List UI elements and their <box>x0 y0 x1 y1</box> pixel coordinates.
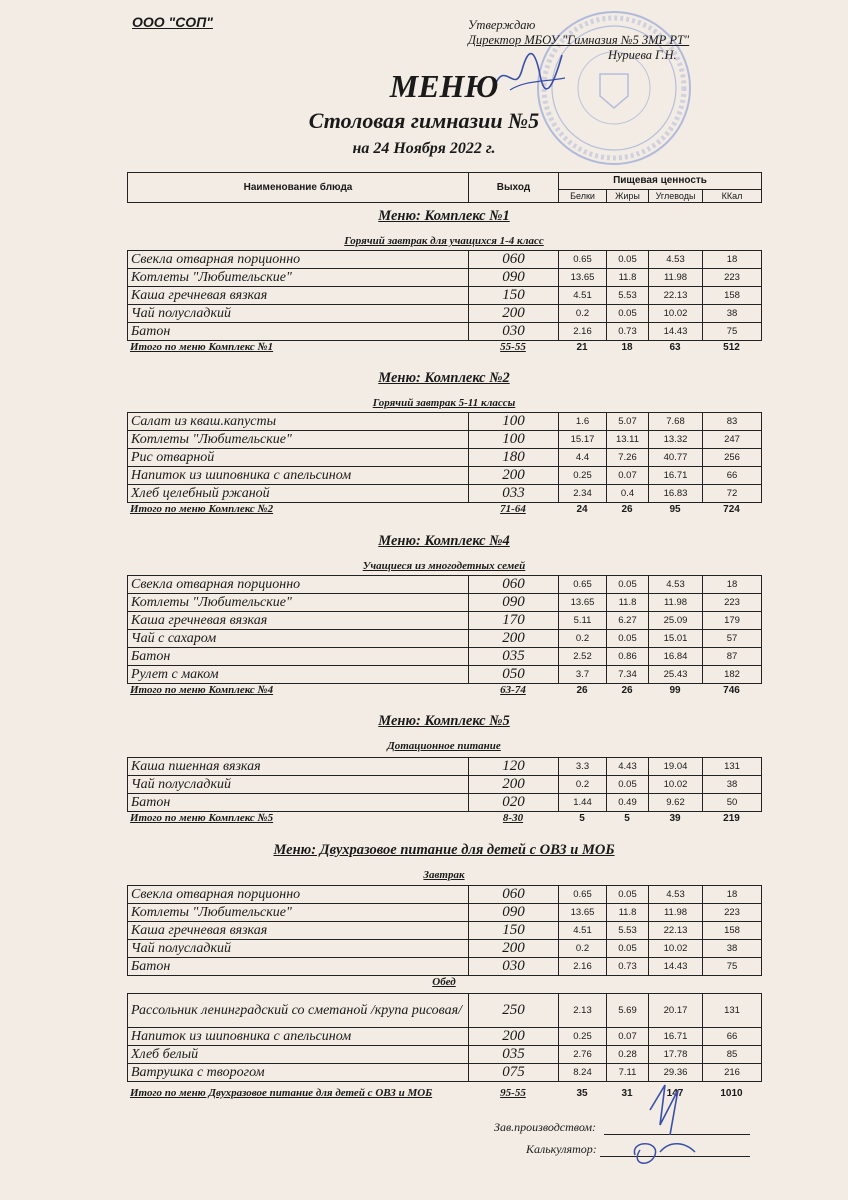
dish-proteins: 2.16 <box>559 323 607 341</box>
page-title: МЕНЮ <box>389 68 499 104</box>
dish-output: 060 <box>469 251 559 269</box>
dish-name: Чай с сахаром <box>128 630 469 648</box>
table-row <box>128 886 762 904</box>
dish-name: Каша гречневая вязкая <box>128 612 469 630</box>
dish-fats: 7.26 <box>607 449 649 467</box>
dish-fats: 5.53 <box>607 287 649 305</box>
dish-proteins: 0.25 <box>559 467 607 485</box>
dish-fats: 5.53 <box>607 922 649 940</box>
dish-kcal: 18 <box>703 251 762 269</box>
dish-carbs: 14.43 <box>649 323 703 341</box>
dish-output: 180 <box>469 449 559 467</box>
dish-name: Напиток из шиповника с апельсином <box>128 1028 469 1046</box>
dish-proteins: 0.65 <box>559 886 607 904</box>
dish-carbs: 13.32 <box>649 431 703 449</box>
total-kcal: 724 <box>723 503 740 515</box>
total-carbs: 95 <box>669 503 681 515</box>
dish-output: 150 <box>469 287 559 305</box>
dish-carbs: 4.53 <box>649 886 703 904</box>
dish-fats: 0.05 <box>607 630 649 648</box>
dish-kcal: 18 <box>703 576 762 594</box>
table-row <box>128 958 762 976</box>
group-subtitle: Завтрак <box>423 869 465 881</box>
dish-output: 050 <box>469 666 559 684</box>
table-row <box>128 612 762 630</box>
dish-kcal: 131 <box>703 758 762 776</box>
table-row <box>128 940 762 958</box>
dish-kcal: 38 <box>703 776 762 794</box>
dish-proteins: 4.51 <box>559 287 607 305</box>
table-row <box>128 994 762 1028</box>
dish-fats: 7.34 <box>607 666 649 684</box>
section-title: Меню: Комплекс №5 <box>378 713 510 729</box>
table-row <box>128 594 762 612</box>
total-carbs: 99 <box>669 684 681 696</box>
dish-carbs: 10.02 <box>649 776 703 794</box>
menu-table <box>127 885 762 976</box>
dish-name: Батон <box>128 794 469 812</box>
total-row-table <box>127 502 761 516</box>
table-row <box>128 431 762 449</box>
dish-name: Батон <box>128 648 469 666</box>
dish-name: Котлеты "Любительские" <box>128 269 469 287</box>
dish-fats: 0.05 <box>607 940 649 958</box>
dish-output: 090 <box>469 269 559 287</box>
dish-fats: 0.73 <box>607 958 649 976</box>
table-row <box>128 794 762 812</box>
total-kcal: 1010 <box>720 1087 743 1099</box>
total-output: 95-55 <box>500 1087 526 1099</box>
dish-output: 200 <box>469 940 559 958</box>
col-header-nutrition: Пищевая ценность <box>559 173 762 190</box>
dish-carbs: 20.17 <box>649 994 703 1028</box>
dish-output: 200 <box>469 467 559 485</box>
total-kcal: 512 <box>723 341 740 353</box>
table-row <box>128 269 762 287</box>
table-row <box>128 413 762 431</box>
dish-name: Свекла отварная порционно <box>128 251 469 269</box>
menu-table <box>127 757 762 812</box>
dish-carbs: 4.53 <box>649 576 703 594</box>
dish-kcal: 182 <box>703 666 762 684</box>
dish-kcal: 38 <box>703 940 762 958</box>
dish-proteins: 13.65 <box>559 904 607 922</box>
total-carbs: 39 <box>669 812 681 824</box>
approval-line-1: Утверждаю <box>468 18 536 32</box>
dish-output: 250 <box>469 994 559 1028</box>
dish-fats: 0.05 <box>607 251 649 269</box>
dish-output: 033 <box>469 485 559 503</box>
dish-proteins: 0.65 <box>559 251 607 269</box>
table-row <box>128 630 762 648</box>
menu-table <box>127 250 762 341</box>
table-row <box>128 305 762 323</box>
total-row <box>127 683 761 697</box>
dish-fats: 11.8 <box>607 904 649 922</box>
table-row <box>128 1046 762 1064</box>
dish-carbs: 11.98 <box>649 904 703 922</box>
dish-fats: 5.07 <box>607 413 649 431</box>
dish-fats: 13.11 <box>607 431 649 449</box>
dish-proteins: 2.13 <box>559 994 607 1028</box>
dish-name: Свекла отварная порционно <box>128 576 469 594</box>
col-header-name: Наименование блюда <box>128 173 469 203</box>
table-row <box>128 287 762 305</box>
total-kcal: 746 <box>723 684 740 696</box>
dish-output: 100 <box>469 431 559 449</box>
group-subtitle: Горячий завтрак 5-11 классы <box>372 397 516 409</box>
total-fats: 18 <box>621 341 633 353</box>
dish-carbs: 4.53 <box>649 251 703 269</box>
approval-line-3: Нуриева Г.Н. <box>608 48 677 62</box>
table-row <box>128 904 762 922</box>
dish-kcal: 50 <box>703 794 762 812</box>
table-row <box>128 776 762 794</box>
dish-kcal: 66 <box>703 467 762 485</box>
dish-kcal: 179 <box>703 612 762 630</box>
dish-proteins: 1.44 <box>559 794 607 812</box>
total-fats: 26 <box>621 503 633 515</box>
table-row <box>128 485 762 503</box>
menu-table <box>127 993 762 1082</box>
dish-carbs: 7.68 <box>649 413 703 431</box>
total-proteins: 5 <box>579 812 585 824</box>
dish-output: 100 <box>469 413 559 431</box>
dish-output: 035 <box>469 648 559 666</box>
dish-kcal: 18 <box>703 886 762 904</box>
dish-proteins: 2.52 <box>559 648 607 666</box>
dish-name: Каша гречневая вязкая <box>128 922 469 940</box>
total-kcal: 219 <box>723 812 740 824</box>
total-output: 63-74 <box>500 684 526 696</box>
dish-carbs: 22.13 <box>649 287 703 305</box>
dish-kcal: 87 <box>703 648 762 666</box>
dish-proteins: 15.17 <box>559 431 607 449</box>
dish-output: 200 <box>469 1028 559 1046</box>
table-row <box>128 758 762 776</box>
total-carbs: 147 <box>666 1087 684 1099</box>
dish-carbs: 17.78 <box>649 1046 703 1064</box>
dish-name: Свекла отварная порционно <box>128 886 469 904</box>
dish-proteins: 3.7 <box>559 666 607 684</box>
col-header-carbs: Углеводы <box>649 189 703 202</box>
dish-fats: 0.05 <box>607 305 649 323</box>
dish-proteins: 0.2 <box>559 776 607 794</box>
dish-output: 120 <box>469 758 559 776</box>
dish-fats: 0.4 <box>607 485 649 503</box>
total-row-table <box>127 683 761 697</box>
dish-kcal: 75 <box>703 958 762 976</box>
total-fats: 26 <box>621 684 633 696</box>
col-header-kcal: ККал <box>703 189 762 202</box>
table-row <box>128 922 762 940</box>
dish-carbs: 25.09 <box>649 612 703 630</box>
dish-output: 150 <box>469 922 559 940</box>
dish-output: 020 <box>469 794 559 812</box>
dish-kcal: 223 <box>703 269 762 287</box>
dish-output: 075 <box>469 1064 559 1082</box>
dish-fats: 0.28 <box>607 1046 649 1064</box>
table-row <box>128 1064 762 1082</box>
dish-output: 035 <box>469 1046 559 1064</box>
dish-name: Котлеты "Любительские" <box>128 431 469 449</box>
dish-carbs: 16.83 <box>649 485 703 503</box>
menu-table <box>127 575 762 684</box>
total-fats: 31 <box>621 1087 633 1099</box>
dish-carbs: 29.36 <box>649 1064 703 1082</box>
dish-name: Хлеб белый <box>128 1046 469 1064</box>
calculator-label: Калькулятор: <box>526 1142 597 1156</box>
dish-fats: 0.05 <box>607 576 649 594</box>
dish-name: Рулет с маком <box>128 666 469 684</box>
dish-name: Батон <box>128 323 469 341</box>
group-subtitle: Обед <box>432 976 456 988</box>
dish-carbs: 22.13 <box>649 922 703 940</box>
dish-carbs: 16.84 <box>649 648 703 666</box>
dish-proteins: 0.2 <box>559 305 607 323</box>
dish-kcal: 83 <box>703 413 762 431</box>
total-row <box>127 502 761 516</box>
dish-proteins: 3.3 <box>559 758 607 776</box>
dish-proteins: 0.2 <box>559 630 607 648</box>
menu-table <box>127 412 762 503</box>
dish-kcal: 223 <box>703 594 762 612</box>
dish-kcal: 66 <box>703 1028 762 1046</box>
total-proteins: 26 <box>576 684 588 696</box>
dish-fats: 6.27 <box>607 612 649 630</box>
total-label: Итого по меню Комплекс №1 <box>130 341 274 353</box>
dish-carbs: 10.02 <box>649 305 703 323</box>
dish-fats: 0.49 <box>607 794 649 812</box>
total-row <box>127 340 761 354</box>
dish-fats: 11.8 <box>607 594 649 612</box>
dish-fats: 0.07 <box>607 1028 649 1046</box>
dish-proteins: 13.65 <box>559 269 607 287</box>
dish-output: 200 <box>469 630 559 648</box>
table-row <box>128 576 762 594</box>
section-title: Меню: Комплекс №1 <box>378 208 510 224</box>
total-proteins: 24 <box>576 503 588 515</box>
dish-fats: 0.86 <box>607 648 649 666</box>
section-title: Меню: Комплекс №2 <box>378 370 510 386</box>
table-row <box>128 1028 762 1046</box>
dish-fats: 7.11 <box>607 1064 649 1082</box>
dish-kcal: 131 <box>703 994 762 1028</box>
dish-proteins: 0.2 <box>559 940 607 958</box>
menu-date: на 24 Ноября 2022 г. <box>352 140 496 157</box>
dish-kcal: 75 <box>703 323 762 341</box>
dish-carbs: 16.71 <box>649 1028 703 1046</box>
dish-kcal: 72 <box>703 485 762 503</box>
col-header-fats: Жиры <box>607 189 649 202</box>
header-table <box>127 172 762 203</box>
dish-kcal: 216 <box>703 1064 762 1082</box>
calculator-signature <box>630 1080 700 1170</box>
organization-name: ООО "СОП" <box>132 14 213 30</box>
dish-name: Батон <box>128 958 469 976</box>
dish-proteins: 13.65 <box>559 594 607 612</box>
dish-carbs: 10.02 <box>649 940 703 958</box>
group-subtitle: Учащиеся из многодетных семей <box>362 560 526 572</box>
total-proteins: 21 <box>576 341 588 353</box>
dish-proteins: 2.16 <box>559 958 607 976</box>
dish-fats: 0.05 <box>607 886 649 904</box>
page-subtitle: Столовая гимназии №5 <box>308 108 540 133</box>
dish-output: 030 <box>469 323 559 341</box>
dish-output: 060 <box>469 576 559 594</box>
dish-name: Котлеты "Любительские" <box>128 904 469 922</box>
dish-proteins: 1.6 <box>559 413 607 431</box>
total-output: 55-55 <box>500 341 526 353</box>
total-fats: 5 <box>624 812 630 824</box>
dish-name: Рассольник ленинградский со сметаной /крупа рисовая/ <box>128 994 469 1028</box>
section-title: Меню: Двухразовое питание для детей с ОВЗ и МОБ <box>273 842 615 858</box>
total-label: Итого по меню Комплекс №4 <box>130 684 274 696</box>
dish-carbs: 16.71 <box>649 467 703 485</box>
dish-proteins: 0.25 <box>559 1028 607 1046</box>
section-title: Меню: Комплекс №4 <box>378 533 510 549</box>
dish-fats: 4.43 <box>607 758 649 776</box>
dish-kcal: 247 <box>703 431 762 449</box>
dish-proteins: 4.4 <box>559 449 607 467</box>
total-proteins: 35 <box>576 1087 588 1099</box>
col-header-proteins: Белки <box>559 189 607 202</box>
table-row <box>128 666 762 684</box>
dish-kcal: 223 <box>703 904 762 922</box>
dish-carbs: 19.04 <box>649 758 703 776</box>
dish-proteins: 2.76 <box>559 1046 607 1064</box>
dish-kcal: 158 <box>703 287 762 305</box>
dish-fats: 0.05 <box>607 776 649 794</box>
dish-output: 060 <box>469 886 559 904</box>
dish-output: 170 <box>469 612 559 630</box>
dish-kcal: 85 <box>703 1046 762 1064</box>
total-label: Итого по меню Комплекс №2 <box>130 503 274 515</box>
dish-name: Салат из кваш.капусты <box>128 413 469 431</box>
dish-name: Каша пшенная вязкая <box>128 758 469 776</box>
dish-name: Чай полусладкий <box>128 776 469 794</box>
dish-name: Рис отварной <box>128 449 469 467</box>
group-subtitle: Горячий завтрак для учащихся 1-4 класс <box>344 235 544 247</box>
dish-output: 200 <box>469 305 559 323</box>
table-row <box>128 449 762 467</box>
dish-name: Напиток из шиповника с апельсином <box>128 467 469 485</box>
total-label: Итого по меню Комплекс №5 <box>130 812 274 824</box>
dish-carbs: 14.43 <box>649 958 703 976</box>
dish-proteins: 2.34 <box>559 485 607 503</box>
dish-carbs: 11.98 <box>649 269 703 287</box>
total-carbs: 63 <box>669 341 681 353</box>
dish-kcal: 57 <box>703 630 762 648</box>
total-row <box>127 811 761 825</box>
dish-name: Котлеты "Любительские" <box>128 594 469 612</box>
dish-carbs: 9.62 <box>649 794 703 812</box>
dish-name: Чай полусладкий <box>128 305 469 323</box>
dish-proteins: 0.65 <box>559 576 607 594</box>
dish-fats: 11.8 <box>607 269 649 287</box>
total-row-table <box>127 340 761 354</box>
total-output: 8-30 <box>502 812 524 824</box>
dish-kcal: 158 <box>703 922 762 940</box>
group-subtitle: Дотационное питание <box>387 740 501 752</box>
dish-kcal: 38 <box>703 305 762 323</box>
dish-fats: 5.69 <box>607 994 649 1028</box>
dish-carbs: 25.43 <box>649 666 703 684</box>
dish-output: 090 <box>469 904 559 922</box>
dish-name: Ватрушка с творогом <box>128 1064 469 1082</box>
total-row-table <box>127 811 761 825</box>
total-output: 71-64 <box>500 503 526 515</box>
dish-name: Каша гречневая вязкая <box>128 287 469 305</box>
table-row <box>128 467 762 485</box>
dish-carbs: 15.01 <box>649 630 703 648</box>
dish-fats: 0.07 <box>607 467 649 485</box>
dish-name: Хлеб целебный ржаной <box>128 485 469 503</box>
dish-carbs: 40.77 <box>649 449 703 467</box>
production-manager-label: Зав.производством: <box>494 1120 597 1134</box>
total-label: Итого по меню Двухразовое питание для детей с ОВЗ и МОБ <box>130 1087 433 1099</box>
table-row <box>128 251 762 269</box>
dish-output: 090 <box>469 594 559 612</box>
table-row <box>128 323 762 341</box>
dish-proteins: 5.11 <box>559 612 607 630</box>
approval-line-2: Директор МБОУ "Гимназия №5 ЗМР РТ" <box>468 33 690 47</box>
dish-output: 030 <box>469 958 559 976</box>
dish-carbs: 11.98 <box>649 594 703 612</box>
dish-proteins: 8.24 <box>559 1064 607 1082</box>
col-header-output: Выход <box>469 173 559 203</box>
dish-fats: 0.73 <box>607 323 649 341</box>
dish-name: Чай полусладкий <box>128 940 469 958</box>
table-row <box>128 648 762 666</box>
dish-output: 200 <box>469 776 559 794</box>
dish-proteins: 4.51 <box>559 922 607 940</box>
dish-kcal: 256 <box>703 449 762 467</box>
